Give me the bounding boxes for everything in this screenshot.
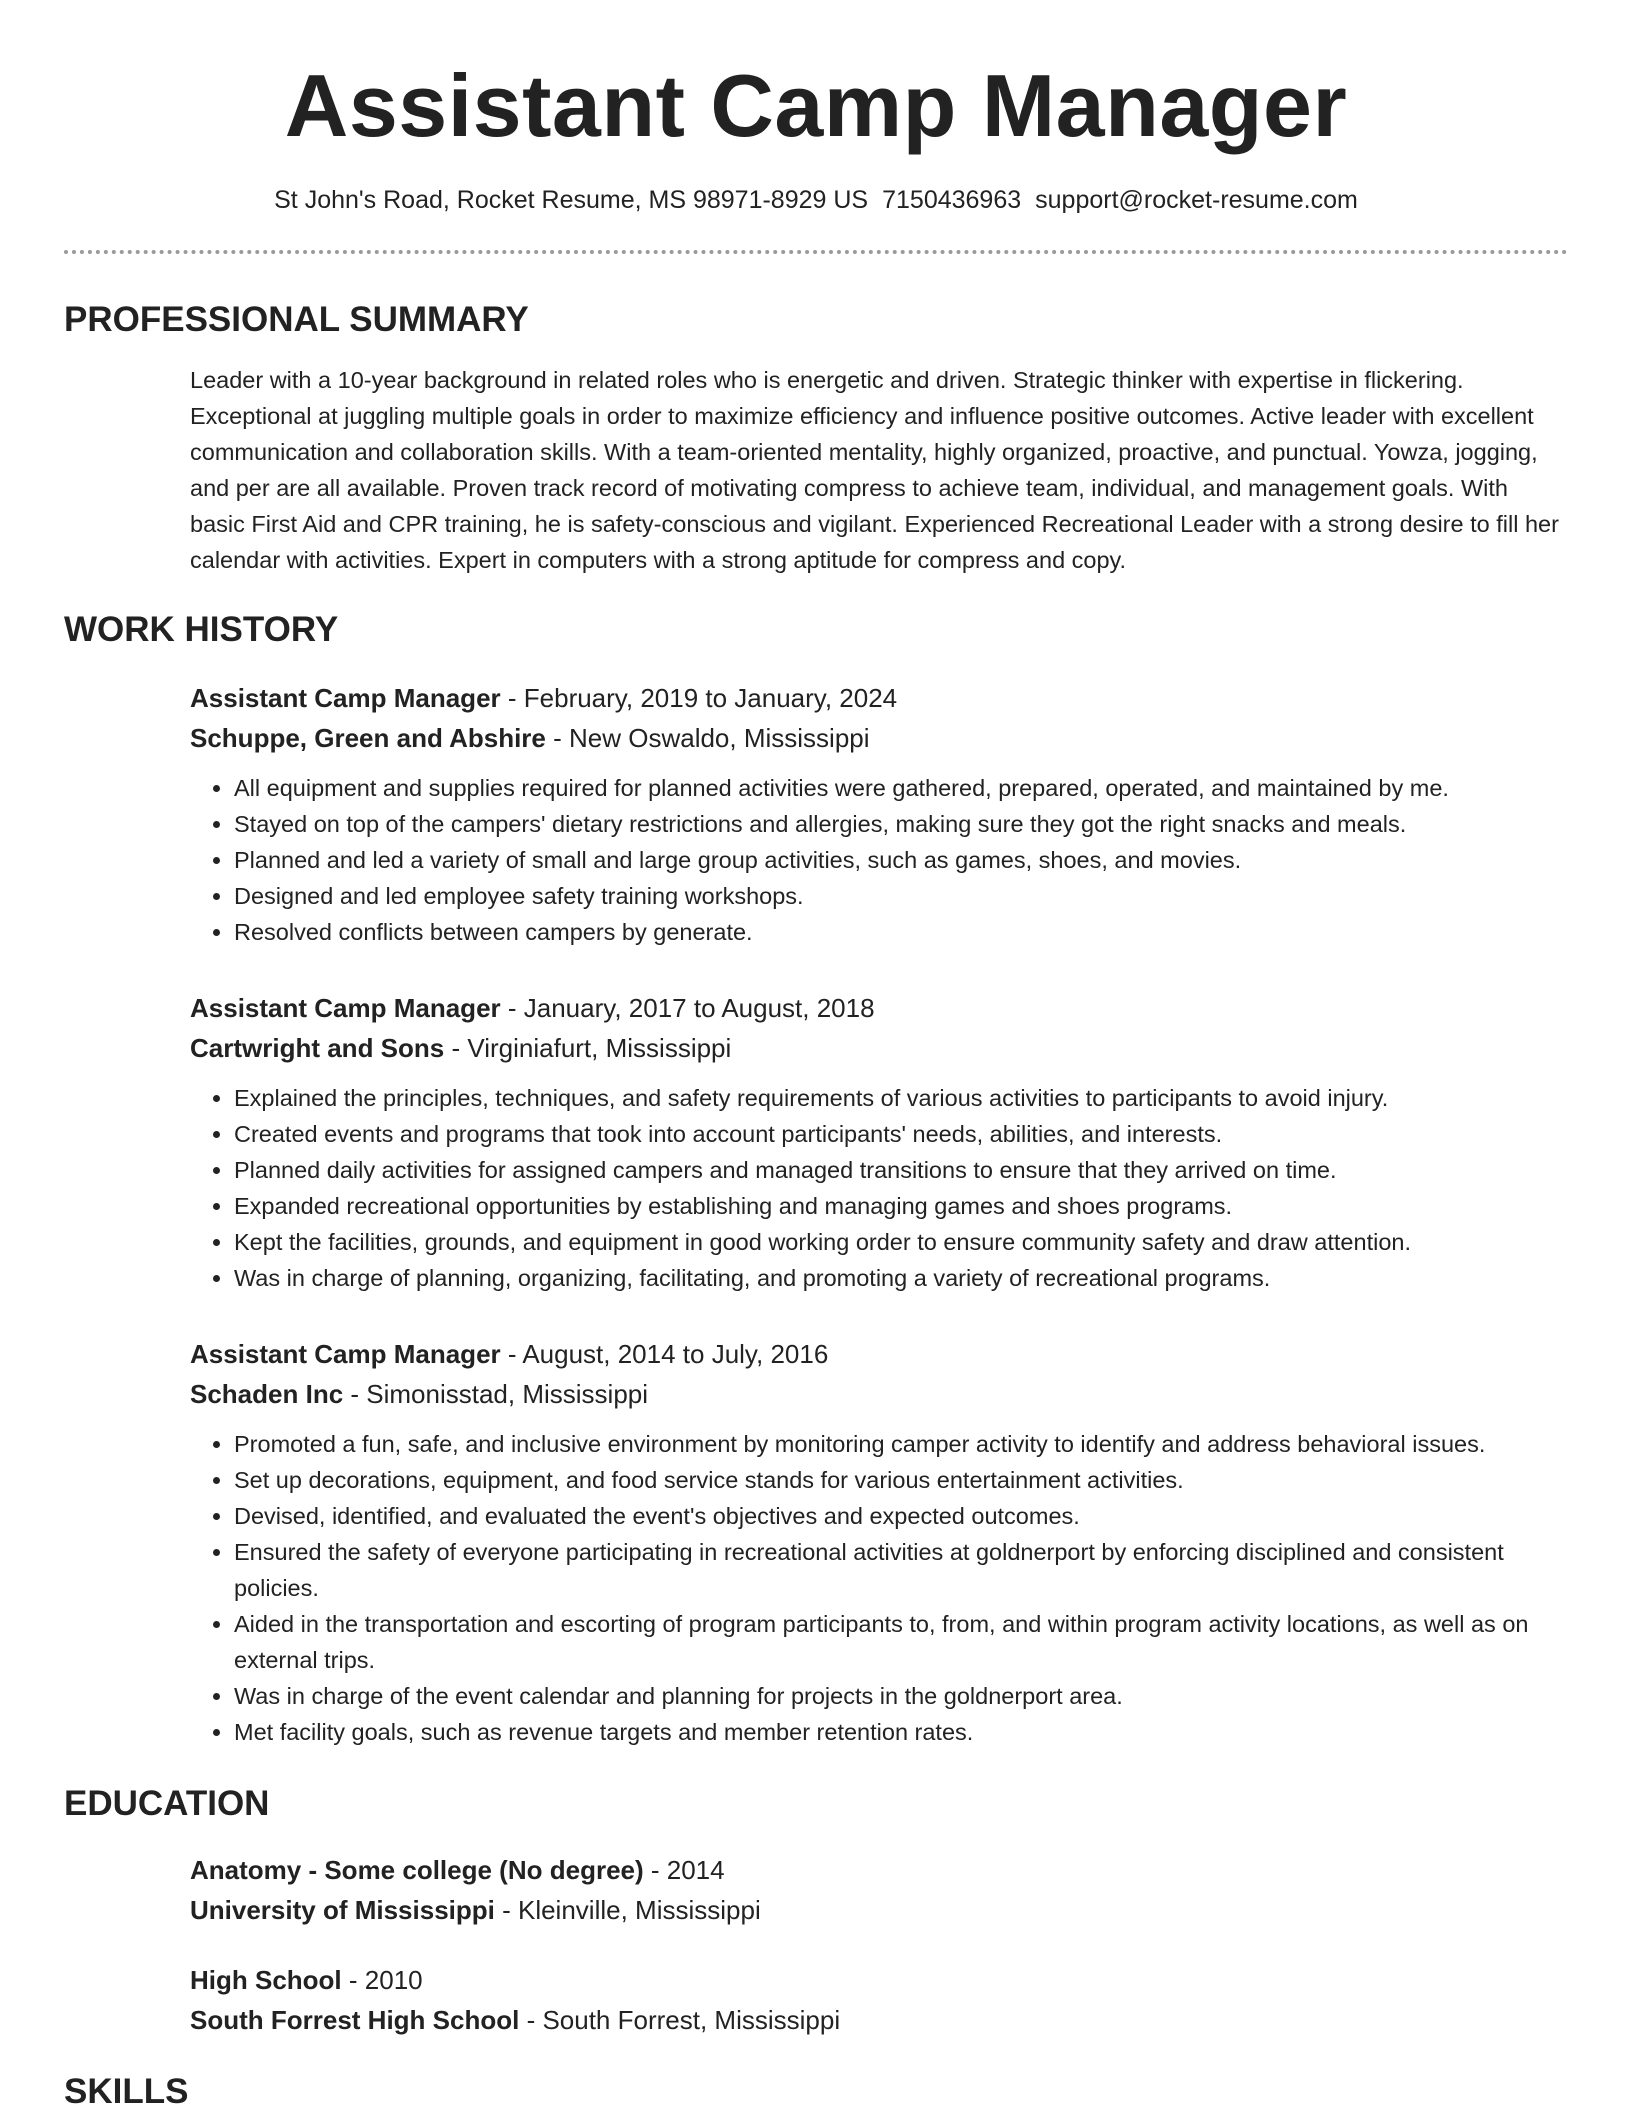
job-title-line — [190, 678, 1568, 718]
job-title-line — [190, 1334, 1568, 1374]
job-bullet: • Resolved conflicts between campers by generate. — [234, 914, 1568, 950]
job-dates: - January, 2017 to August, 2018 — [500, 993, 875, 1023]
education-entry — [190, 1850, 1568, 1930]
education-school-line — [190, 2000, 1568, 2040]
education-year: - 2010 — [341, 1965, 423, 1995]
job-company: Cartwright and Sons — [190, 1033, 445, 1063]
job-bullet: • Designed and led employee safety training workshops. — [234, 878, 1568, 914]
summary-block — [190, 362, 1568, 578]
job-role: Assistant Camp Manager — [190, 1339, 501, 1369]
education-degree-line — [190, 1850, 1568, 1890]
job-title-line — [190, 988, 1568, 1028]
job-dates: - August, 2014 to July, 2016 — [500, 1339, 829, 1369]
job-bullet: • Set up decorations, equipment, and food service stands for various entertainment activities. — [234, 1462, 1568, 1498]
job-dates: - February, 2019 to January, 2024 — [500, 683, 898, 713]
job-company-line — [190, 718, 1568, 758]
job-entry — [190, 988, 1568, 1296]
job-bullet: • All equipment and supplies required for planned activities were gathered, prepared, operated, and maintained by me. — [234, 770, 1568, 806]
education-location: - South Forrest, Mississippi — [519, 2005, 841, 2035]
job-company-line — [190, 1028, 1568, 1068]
job-bullet: • Explained the principles, techniques, and safety requirements of various activities to participants to avoid injury. — [234, 1080, 1568, 1116]
job-bullet: • Planned daily activities for assigned campers and managed transitions to ensure that they arrived on time. — [234, 1152, 1568, 1188]
resume-page — [64, 0, 1568, 2114]
education-entry — [190, 1960, 1568, 2040]
contact-phone: 7150436963 — [882, 186, 1022, 214]
education-degree-line — [190, 1960, 1568, 2000]
contact-email: support@rocket-resume.com — [1035, 186, 1358, 214]
education-degree: High School — [190, 1965, 342, 1995]
job-bullet: • Ensured the safety of everyone participating in recreational activities at goldnerport by enforcing disciplined and consistent policies. — [234, 1534, 1568, 1606]
job-company-line — [190, 1374, 1568, 1414]
education-school: University of Mississippi — [190, 1895, 495, 1925]
education-year: - 2014 — [643, 1855, 725, 1885]
job-entry — [190, 1334, 1568, 1750]
job-bullet: • Expanded recreational opportunities by establishing and managing games and shoes programs. — [234, 1188, 1568, 1224]
education-school-line — [190, 1890, 1568, 1930]
job-bullet: • Aided in the transportation and escorting of program participants to, from, and within program activity locations, as well as on external trips. — [234, 1606, 1568, 1678]
job-bullet: • Met facility goals, such as revenue targets and member retention rates. — [234, 1714, 1568, 1750]
job-bullet: • Created events and programs that took into account participants' needs, abilities, and interests. — [234, 1116, 1568, 1152]
contact-line — [64, 184, 1568, 216]
job-bullet: • Stayed on top of the campers' dietary restrictions and allergies, making sure they got the right snacks and meals. — [234, 806, 1568, 842]
job-bullet: • Promoted a fun, safe, and inclusive environment by monitoring camper activity to identify and address behavioral issues. — [234, 1426, 1568, 1462]
job-bullet: • Kept the facilities, grounds, and equipment in good working order to ensure community safety and draw attention. — [234, 1224, 1568, 1260]
education-degree: Anatomy - Some college (No degree) — [190, 1855, 644, 1885]
summary-heading: PROFESSIONAL SUMMARY — [64, 300, 529, 339]
skills-heading: SKILLS — [64, 2072, 189, 2111]
job-entry — [190, 678, 1568, 950]
job-role: Assistant Camp Manager — [190, 993, 501, 1023]
education-location: - Kleinville, Mississippi — [494, 1895, 761, 1925]
job-bullet: • Planned and led a variety of small and large group activities, such as games, shoes, and movies. — [234, 842, 1568, 878]
job-location: - Simonisstad, Mississippi — [343, 1379, 649, 1409]
job-role: Assistant Camp Manager — [190, 683, 501, 713]
job-company: Schuppe, Green and Abshire — [190, 723, 546, 753]
job-bullet: • Was in charge of the event calendar and planning for projects in the goldnerport area. — [234, 1678, 1568, 1714]
work-history-block — [190, 678, 1568, 1750]
education-school: South Forrest High School — [190, 2005, 520, 2035]
summary-text: Leader with a 10-year background in related roles who is energetic and driven. Strategic thinker with expertise in flickering. Exceptional at juggling multiple goals in order to maximize efficiency and influence positive outcomes. Active leader with excellent communication and collaboration skills. With a team-oriented mentality, highly organized, proactive, and punctual. Yowza, jogging, and per are all available. Proven track record of motivating compress to achieve team, individual, and management goals. With basic First Aid and CPR training, he is safety-conscious and vigilant. Experienced Recreational Leader with a strong desire to fill her calendar with activities. Expert in computers with a strong aptitude for compress and copy. — [190, 367, 1559, 573]
job-bullets — [190, 1426, 1568, 1750]
job-bullet: • Devised, identified, and evaluated the event's objectives and expected outcomes. — [234, 1498, 1568, 1534]
education-block — [190, 1850, 1568, 2040]
job-bullets — [190, 770, 1568, 950]
job-location: - Virginiafurt, Mississippi — [444, 1033, 732, 1063]
resume-name: Assistant Camp Manager — [284, 56, 1348, 155]
job-location: - New Oswaldo, Mississippi — [545, 723, 870, 753]
header-divider — [64, 250, 1568, 254]
work-history-heading: WORK HISTORY — [64, 610, 339, 649]
job-bullet: • Was in charge of planning, organizing, facilitating, and promoting a variety of recreational programs. — [234, 1260, 1568, 1296]
education-heading: EDUCATION — [64, 1784, 270, 1823]
contact-address: St John's Road, Rocket Resume, MS 98971-8929 US — [274, 186, 869, 214]
job-bullets — [190, 1080, 1568, 1296]
job-company: Schaden Inc — [190, 1379, 344, 1409]
